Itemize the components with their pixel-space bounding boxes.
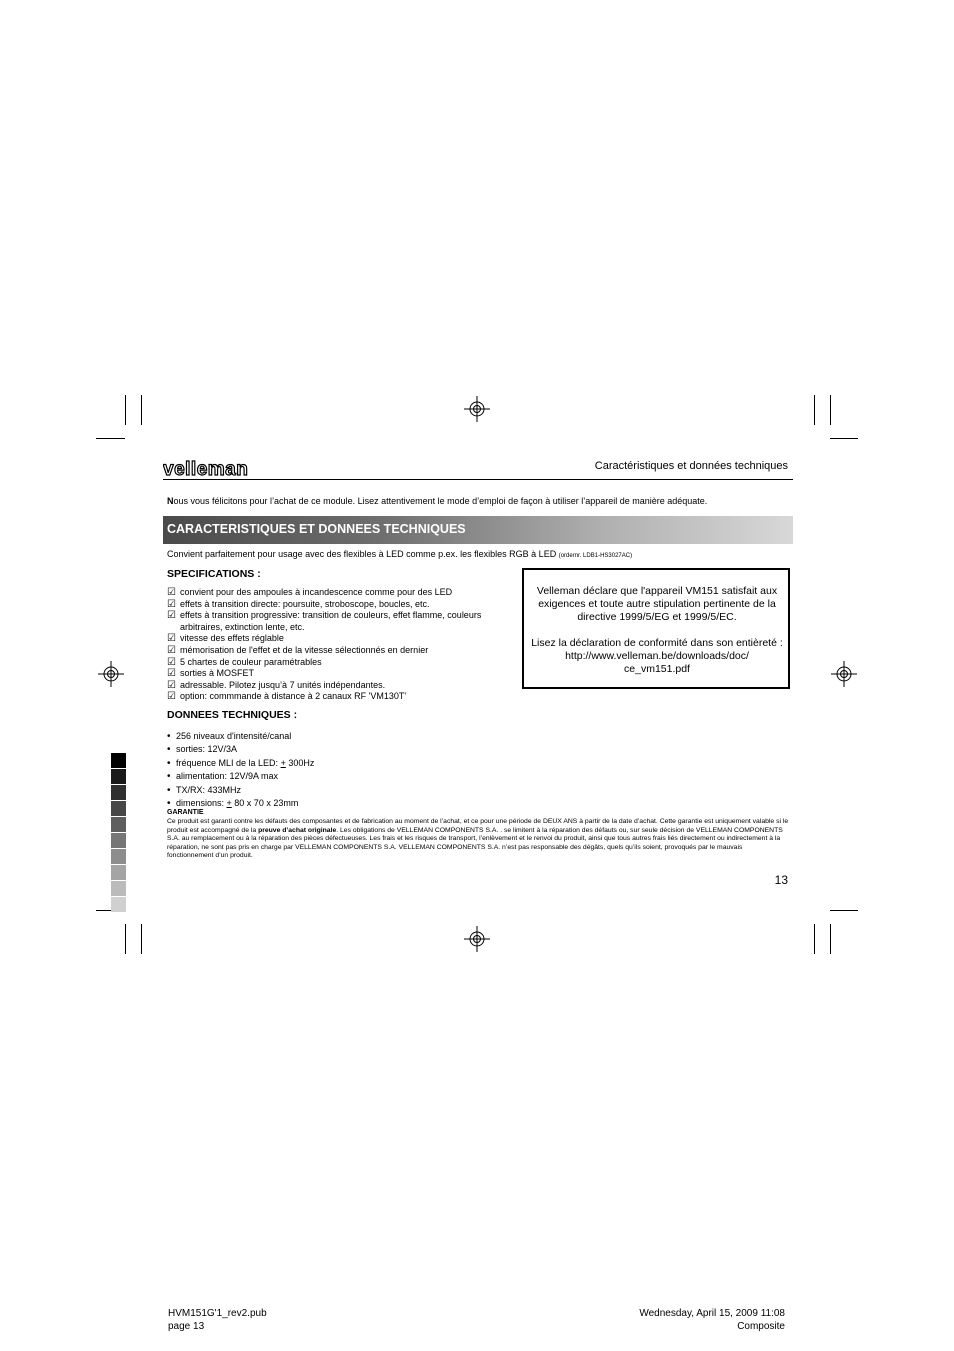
swatch: [111, 753, 126, 768]
swatch: [111, 865, 126, 880]
bullet-icon: •: [167, 784, 171, 796]
list-item-value: 80 x 70 x 23mm: [231, 798, 299, 809]
list-item-text: effets à transition directe: poursuite, stroboscope, boucles, etc.: [180, 598, 430, 609]
registration-mark-icon: [464, 396, 490, 422]
checkbox-icon: ☑: [167, 644, 176, 656]
declaration-link-block: [526, 637, 788, 676]
swatch: [111, 817, 126, 832]
footer-filename: HVM151G'1_rev2.pub: [168, 1308, 267, 1319]
checkbox-icon: ☑: [167, 656, 176, 668]
list-item-text: sorties: 12V/3A: [176, 744, 238, 755]
warranty-bold-text: preuve d’achat originale: [258, 826, 337, 834]
list-item-text: TX/RX: 433MHz: [176, 784, 242, 795]
technical-data-heading: DONNEES TECHNIQUES :: [167, 709, 298, 721]
velleman-logo: [163, 460, 255, 478]
footer-file-info: [168, 1307, 267, 1333]
swatch: [111, 833, 126, 848]
intro-paragraph: [167, 496, 807, 506]
warranty-paragraph: [167, 818, 789, 861]
plus-minus-sign: +: [226, 798, 232, 809]
warranty-heading: GARANTIE: [167, 809, 204, 816]
header-title: Caractéristiques et données techniques: [594, 460, 788, 472]
list-item-text: 5 chartes de couleur paramétrables: [180, 656, 322, 667]
list-item-text: fréquence MLI de la LED:: [176, 757, 281, 768]
warranty-text: . Les obligations de VELLEMAN COMPONENTS S.A. . se limitent à la réparation des défauts ou, sur seule décision de VELLEMAN COMPONENTS S.A. au remplacement ou à la réparation des pièces défectueuses. Les frais et les risques de transport, l’enlèvement et le renvoi du produit, ainsi que tous autres frais liés directement ou indirectement à la réparation, ne sont pas pris en charge par VELLEMAN COMPONENTS S.A. VELLEMAN COMPONENTS S.A. n’est pas responsable des dégâts, quels qu’ils soient, provoqués par le mauvais fonctionnement d’un produit.: [167, 826, 783, 860]
footer-print-info: [600, 1307, 785, 1333]
checkbox-icon: ☑: [167, 610, 176, 622]
checkbox-icon: ☑: [167, 668, 176, 680]
suitability-note: [167, 549, 787, 559]
list-item: [167, 680, 517, 692]
list-item: [167, 633, 517, 645]
suitability-text: Convient parfaitement pour usage avec des flexibles à LED comme p.ex. les flexibles RGB à LED: [167, 549, 557, 559]
swatch: [111, 785, 126, 800]
declaration-url-file: ce_vm151.pdf: [624, 663, 690, 675]
checkbox-icon: ☑: [167, 587, 176, 598]
section-title: CARACTERISTIQUES ET DONNEES TECHNIQUES: [167, 522, 466, 536]
list-item: [167, 743, 314, 756]
checkbox-icon: ☑: [167, 598, 176, 610]
registration-mark-icon: [831, 661, 857, 687]
list-item-text: convient pour des ampoules à incandescence comme pour des LED: [180, 587, 453, 597]
list-item: [167, 645, 517, 657]
order-number: (ordernr. LDB1-HS3027AC): [558, 553, 633, 559]
list-item: [167, 770, 314, 783]
bullet-icon: •: [167, 744, 171, 756]
list-item-value: 300Hz: [285, 757, 315, 768]
declaration-read-text: Lisez la déclaration de conformité dans son entièreté :: [531, 637, 783, 649]
list-item-text: adressable. Pilotez jusqu’à 7 unités indépendantes.: [180, 679, 386, 690]
bullet-icon: •: [167, 771, 171, 783]
list-item: [167, 784, 314, 797]
swatch: [111, 897, 126, 912]
specifications-heading: SPECIFICATIONS :: [167, 568, 261, 580]
swatch: [111, 801, 126, 816]
list-item-text: mémorisation de l'effet et de la vitesse sélectionnés en dernier: [180, 644, 429, 655]
intro-text: ous vous félicitons pour l’achat de ce module. Lisez attentivement le mode d’emploi de façon à utiliser l’appareil de manière adéquate.: [173, 496, 708, 506]
list-item: [167, 599, 517, 611]
list-item: [167, 757, 314, 770]
bullet-icon: •: [167, 798, 171, 810]
registration-mark-icon: [98, 661, 124, 687]
list-item-text: vitesse des effets réglable: [180, 633, 284, 644]
list-item-text: effets à transition progressive: transition de couleurs, effet flamme, couleurs arbitraires, extinction lente, etc.: [180, 610, 482, 632]
list-item-text: dimensions:: [176, 798, 227, 809]
list-item: [167, 587, 517, 599]
plus-minus-sign: +: [280, 757, 286, 768]
footer-datetime: Wednesday, April 15, 2009 11:08: [639, 1308, 785, 1319]
checkbox-icon: ☑: [167, 691, 176, 703]
technical-data-list: [167, 730, 314, 810]
declaration-text: Velleman déclare que l'appareil VM151 satisfait aux exigences et toute autre stipulation pertinente de la directive 1999/5/EG et 1999/5/EC.: [536, 585, 778, 623]
list-item-text: 256 niveaux d'intensité/canal: [176, 731, 292, 741]
checkbox-icon: ☑: [167, 679, 176, 691]
list-item: [167, 657, 517, 669]
page-number: 13: [774, 873, 788, 887]
registration-mark-icon: [464, 926, 490, 952]
list-item: [167, 610, 517, 633]
checkbox-icon: ☑: [167, 633, 176, 645]
swatch: [111, 769, 126, 784]
logo-wordmark: velleman: [163, 460, 249, 478]
bullet-icon: •: [167, 731, 171, 742]
bullet-icon: •: [167, 757, 171, 769]
list-item-text: alimentation: 12V/9A max: [176, 771, 279, 782]
warranty-text: Ce produit est garanti contre les défauts des composantes et de fabrication au moment de l’achat, et ce pour une période de DEUX ANS à partir de la date d’achat. Cette garantie est uniquement valable si le produit est accompagné de la: [167, 818, 789, 834]
swatch: [111, 849, 126, 864]
intro-lead-letter: N: [167, 496, 174, 506]
footer-mode: Composite: [737, 1321, 785, 1332]
declaration-url: http://www.velleman.be/downloads/doc/: [565, 650, 749, 662]
specifications-list: [167, 587, 517, 703]
swatch: [111, 881, 126, 896]
list-item: [167, 668, 517, 680]
list-item-text: sorties à MOSFET: [180, 668, 255, 679]
footer-page: page 13: [168, 1321, 205, 1332]
list-item: [167, 730, 314, 743]
list-item: [167, 691, 517, 703]
header-rule: [163, 479, 793, 480]
list-item-text: option: commmande à distance à 2 canaux RF 'VM130T': [180, 691, 407, 702]
